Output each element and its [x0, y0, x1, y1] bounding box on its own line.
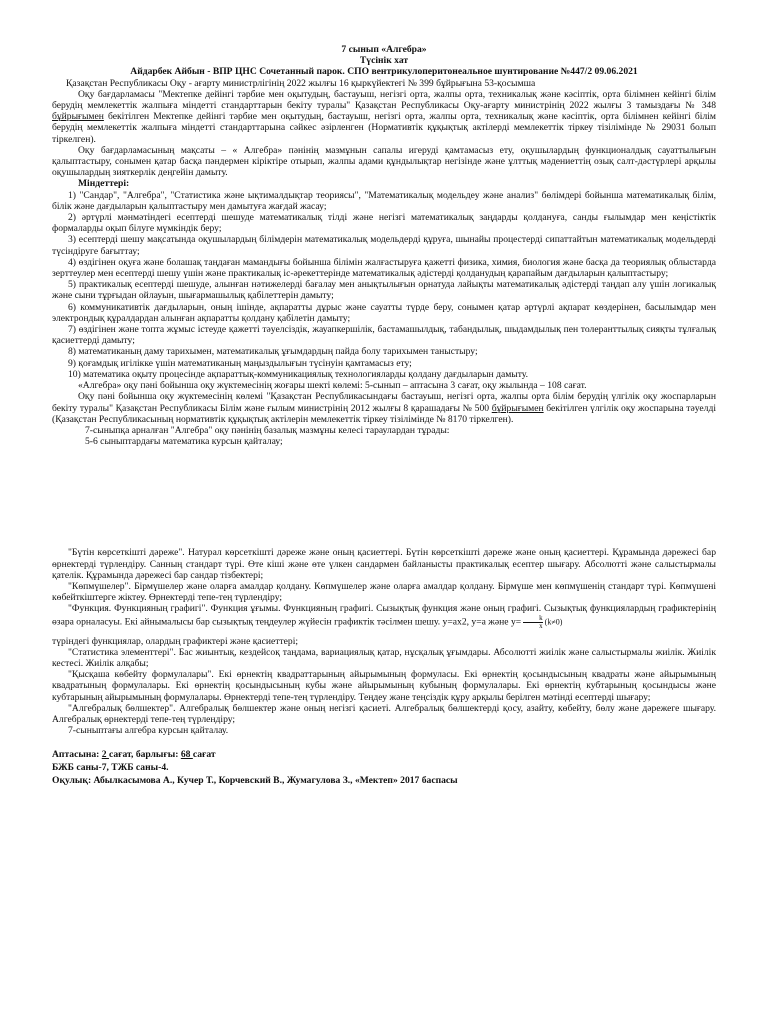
load-paragraph-1: «Алгебра» оқу пәні бойынша оқу жүктемесінің жоғары шекті көлемі: 5-сынып – аптасына 3 сағат, оқу жылында – 108 сағат. — [78, 380, 587, 392]
tasks-heading: Міндеттері: — [78, 178, 130, 190]
content-paragraph-7: 7-сыныптағы алгебра курсын қайталау. — [68, 725, 229, 737]
fraction-k-over-x — [523, 615, 543, 630]
task-item: 8) математиканың даму тарихымен, математикалық ұғымдардың пайда болу тарихымен таныстыру; — [68, 346, 478, 358]
task-item: 9) қоғамдық игілікке үшін математиканың маңыздылығын түсінуін қамтамасыз ету; — [68, 357, 412, 369]
fraction-denominator: x — [523, 622, 543, 630]
content-paragraph-4: "Статистика элементтері". Бас жиынтық, кездейсоқ таңдама, вариациялық қатар, нұсқалық ұғымдары. Абсолютті жиілік және салыстырмалы жиілік. Жиілік кестесі. Жиілік алқабы; — [52, 646, 716, 669]
blank-space — [52, 447, 716, 547]
text-run: сағат, барлығы: — [108, 749, 181, 761]
intro-paragraph-3: Оқу бағдарламасының мақсаты – « Алгебра» пәнінің мазмұнын сапалы игеруді қамтамасыз ету, оқушылардың функционалдық сауаттылығын қалыптастыру, сонымен қатар басқа пәндермен кіріктіре отырып, жалпы адами құндылықтар негізінде және ұлттық мәдениеттің озық салт-дәстүрлері арқылы оқушылардың зияткерлік деңгейін дамыту. — [52, 144, 716, 179]
content-paragraph-2: "Көпмүшелер". Бірмүшелер және оларға амалдар қолдану. Көпмүшелер және оларға амалдар қолдану. Бірмүше мен көпмүшенің стандарт түрі. Көпмүшені көбейткіштерге жіктеу. Өрнектерді тепе-тең түрлендіру; — [52, 580, 716, 604]
load-paragraph-3: 7-сыныпқа арналған "Алгебра" оқу пәнінің базалық мазмұны келесі тараулардан тұрады: — [85, 424, 450, 436]
document-subtitle: Түсінік хат — [359, 55, 409, 67]
textbook-line: Оқулық: Абылкасымова А., Кучер Т., Корчевский В., Жумагулова З., «Мектеп» 2017 баспасы — [52, 775, 458, 787]
content-paragraph-5: "Қысқаша көбейту формулалары". Екі өрнектің квадраттарының айырымының формуласы. Екі өрнектің қосындысының квадраты және айырымының квадратының формулалары. Екі өрнектің қосындысының кубы және айырымының кубының формулалары. Екі өрнектің кубтарының қосындысы және кубтарының айырымының формулалары. Өрнектерді тепе-тең түрлендіру. Теңдеу және теңсіздік құру арқылы берілген мәтінді есептерді шығару; — [52, 669, 716, 703]
task-item: 3) есептерді шешу мақсатында оқушылардың білімдерін математикалық модельдерді құруға, шынайы процестерді сипаттайтын математикалық модельдерді түсіндіруге бағыттау; — [52, 234, 716, 257]
document-page — [52, 44, 716, 787]
text-run: сағат — [192, 749, 216, 761]
task-item: 1) "Сандар", "Алгебра", "Статистика және ықтималдықтар теориясы", "Математикалық модельдеу және анализ" бөлімдері бойынша математикалық білім, білік және дағдыларын қалыптастыру мен дамытуға жағдай жасау; — [52, 189, 716, 212]
document-title: 7 сынып «Алгебра» — [341, 44, 427, 55]
underlined-word: бұйрығымен — [491, 402, 544, 414]
content-paragraph-3 — [52, 603, 716, 629]
load-paragraph-4: 5-6 сыныптардағы математика курсын қайталау; — [85, 436, 283, 448]
content-paragraph-3b: түріндегі функциялар, олардың графиктері және қасиеттері; — [52, 635, 299, 647]
footer — [52, 748, 716, 787]
text-run: Оқу бағдарламасы "Мектепке дейінгі тәрбие мен оқытудың, бастауыш, негізгі орта, жалпы орта, техникалық және кәсіптік, орта білімнен кейінгі білім берудің мемлекеттік жалпыға міндетті стандарттарын бекіту туралы" Қазақстан Республикасы Оқу-ағарту министрінің 2022 жылғы 3 тамыздағы № 348 — [52, 88, 716, 112]
text-run: Аптасына: — [52, 749, 102, 761]
load-paragraph-2 — [52, 391, 716, 425]
underlined-word: бұйрығымен — [52, 111, 104, 123]
task-item: 6) коммуникативтік дағдыларын, оның ішінде, ақпаратты дұрыс және сауатты түрде беру, сонымен қатар әртүрлі ақпарат көздерінен, басылымдар мен электрондық құралдардан алынған ақпаратты қолдану қабілетін дамыту; — [52, 301, 716, 324]
total-hours-value: 68 — [180, 749, 193, 761]
intro-paragraph-2 — [52, 89, 716, 145]
task-item: 2) әртүрлі мәнмәтіндегі есептерді шешуде математикалық тілді және негізгі математикалық заңдарды қолдануға, санды ғылымдар мен кеңістіктік формаларды оқып білуге мүмкіндік беру; — [52, 212, 716, 235]
text-run: Оқу пәні бойынша оқу жүктемесінің көлемі "Қазақстан Республикасындағы бастауыш, негізгі орта, жалпы орта білім берудің үлгілік оқу жоспарларын бекіту туралы" Қазақстан Республикасы Білім және ғылым министрінің 2012 жылғы 8 қарашадағы № 500 — [52, 391, 716, 414]
task-item: 4) өздігінен оқуға және болашақ таңдаған мамандығы бойынша білімін жалғастыруға қажетті физика, химия, биология және басқа да теориялық облыстарда зерттеулер мен есептерді шешу үшін және практикалық іс-әрекеттерінде математикалық әдістерді қолданудың қарапайым дағдыларын қалыптастыру; — [52, 256, 716, 280]
task-item: 7) өздігінен және топта жұмыс істеуде қажетті тәуелсіздік, жауапкершілік, бастамашылдық, табандылық, шыдамдылық пен толеранттылық сияқты тұлғалық қасиеттерді дамыту; — [52, 324, 716, 347]
assessment-count-line: БЖБ саны-7, ТЖБ саны-4. — [52, 762, 169, 774]
fraction-numerator: k — [539, 613, 543, 622]
weekly-hours-line — [52, 748, 716, 761]
condition-text: (k≠0) — [544, 617, 563, 627]
text-run: бекітілген үлгілік оқу жоспарына тәуелді (Қазақстан Республикасының нормативтік құқықтық актілерін мемлекеттік тіркеу тізілімінде № 8170 тіркелген). — [52, 402, 716, 425]
intro-paragraph-1: Қазақстан Республикасы Оқу - ағарту министрлігінің 2022 жылғы 16 қыркүйектегі № 399 бұйрығына 53-қосымша — [66, 77, 536, 89]
content-paragraph-6: "Алгебралық бөлшектер". Алгебралық бөлшектер және оның негізгі қасиеті. Алгебралық бөлшектерді қосу, азайту, көбейту, бөлу және дәрежеге шығару. Алгебралық өрнектерді тепе-тең түрлендіру; — [52, 702, 716, 725]
task-item: 10) математика оқыту процесінде ақпараттық-коммуникациялық технологияларды қолдану дағдыларын дамыту. — [68, 368, 529, 380]
text-run: "Функция. Функцияның графигі". Функция ұғымы. Функцияның графигі. Сызықтық функция және оның графигі. Сызықтық функциялардың графиктерінің өзара орналасуы. Екі айнымалысы бар сызықтық теңдеулер жүйесін графиктік тәсілмен шешу. y=ax2, y=a және y= — [52, 603, 716, 628]
weekly-hours-value: 2 — [101, 749, 109, 761]
text-run: бекітілген Мектепке дейінгі тәрбие мен оқытудың, бастауыш, негізгі орта, жалпы орта, техникалық және кәсіптік, орта білімнен кейінгі білім берудің мемлекеттік жалпыға міндетті стандарттарына сәйкес әзірленген (Нормативтік құқықтық актілерді мемлекеттік тіркеу тізілімінде № 29031 болып тіркелген). — [52, 111, 716, 145]
content-paragraph-1: "Бүтін көрсеткішті дәреже". Натурал көрсеткішті дәреже және оның қасиеттері. Бүтін көрсеткішті дәреже және оның қасиеттері. Құрамында дәрежесі бар өрнектерді түрлендіру. Санның стандарт түрі. Өте кіші және өте үлкен сандармен байланысты практикалық есептер шығару. Абсолютті және салыстырмалы қателік. Құрамында дәрежесі бар сандар тізбектері; — [52, 547, 716, 581]
task-item: 5) практикалық есептерді шешуде, алынған нәтижелерді бағалау мен анықтылығын орнатуда лайықты математикалық әдістерді таңдап алу үшін логикалық және сыни тұрғыдан ойлауын, шығармашылық қабілеттерін дамыту; — [52, 279, 716, 302]
overlay-text: Айдарбек Айбын - ВПР ЦНС Сочетанный парок. СПО вентрикулоперитонеальное шунтирование №447/2 09.06.2021 — [130, 66, 638, 78]
